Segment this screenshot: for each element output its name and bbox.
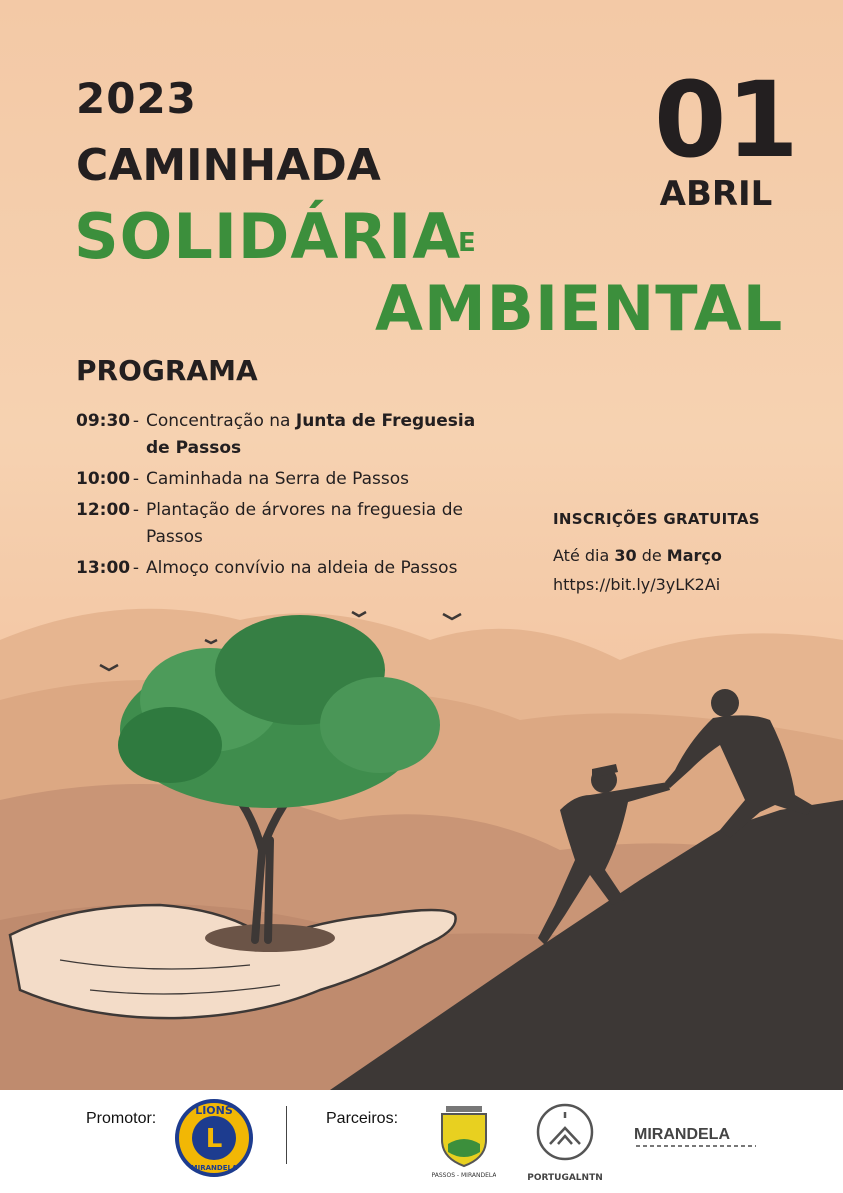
- schedule-desc: Caminhada na Serra de Passos: [146, 469, 410, 489]
- schedule-desc: Plantação de árvores na freguesia de Passos: [146, 500, 464, 547]
- schedule-time: 12:00: [76, 500, 131, 520]
- title-line-3: AMBIENTAL: [375, 272, 784, 345]
- partners-label: Parceiros:: [326, 1110, 399, 1127]
- schedule-desc: Concentração na Junta de Freguesia de Passos: [146, 411, 476, 458]
- portugalntn-logo: [520, 1100, 610, 1184]
- event-year: 2023: [76, 74, 197, 123]
- event-day: 01: [654, 59, 799, 181]
- svg-text:PORTUGALNTN: PORTUGALNTN: [527, 1173, 603, 1183]
- schedule-time: 09:30: [76, 411, 131, 431]
- schedule-desc: Almoço convívio na aldeia de Passos: [146, 558, 458, 578]
- event-month: ABRIL: [659, 174, 773, 214]
- schedule-item: 13:00 - Almoço convívio na aldeia de Passos: [76, 555, 496, 582]
- title-line-2: SOLIDÁRIA: [74, 200, 462, 273]
- svg-text:MIRANDELA: MIRANDELA: [190, 1164, 238, 1172]
- promoter-label: Promotor:: [86, 1110, 157, 1127]
- footer: [0, 1090, 843, 1193]
- svg-text:MIRANDELA: MIRANDELA: [634, 1126, 730, 1143]
- lions-club-logo: [174, 1098, 254, 1178]
- title-line-1: CAMINHADA: [76, 140, 381, 191]
- registration-url[interactable]: https://bit.ly/3yLK2Ai: [553, 575, 721, 594]
- schedule-time: 10:00: [76, 469, 131, 489]
- footer-divider: [286, 1106, 287, 1164]
- passos-parish-crest: [432, 1100, 496, 1180]
- title-conjunction: E: [458, 228, 476, 258]
- program-title: PROGRAMA: [76, 354, 258, 387]
- svg-text:PASSOS - MIRANDELA: PASSOS - MIRANDELA: [432, 1172, 496, 1179]
- mirandela-logo: [634, 1120, 760, 1150]
- svg-text:L: L: [205, 1124, 223, 1154]
- registration-title: INSCRIÇÕES GRATUITAS: [553, 510, 760, 528]
- program-schedule: [76, 408, 496, 586]
- schedule-item: 09:30 - Concentração na Junta de Freguesia de Passos: [76, 408, 496, 462]
- svg-text:LIONS: LIONS: [195, 1104, 233, 1117]
- schedule-item: 10:00 - Caminhada na Serra de Passos: [76, 466, 496, 493]
- schedule-time: 13:00: [76, 558, 131, 578]
- schedule-item: 12:00 - Plantação de árvores na freguesia de Passos: [76, 497, 496, 551]
- registration-deadline: Até dia 30 de Março: [553, 546, 722, 565]
- registration-block: [553, 510, 813, 604]
